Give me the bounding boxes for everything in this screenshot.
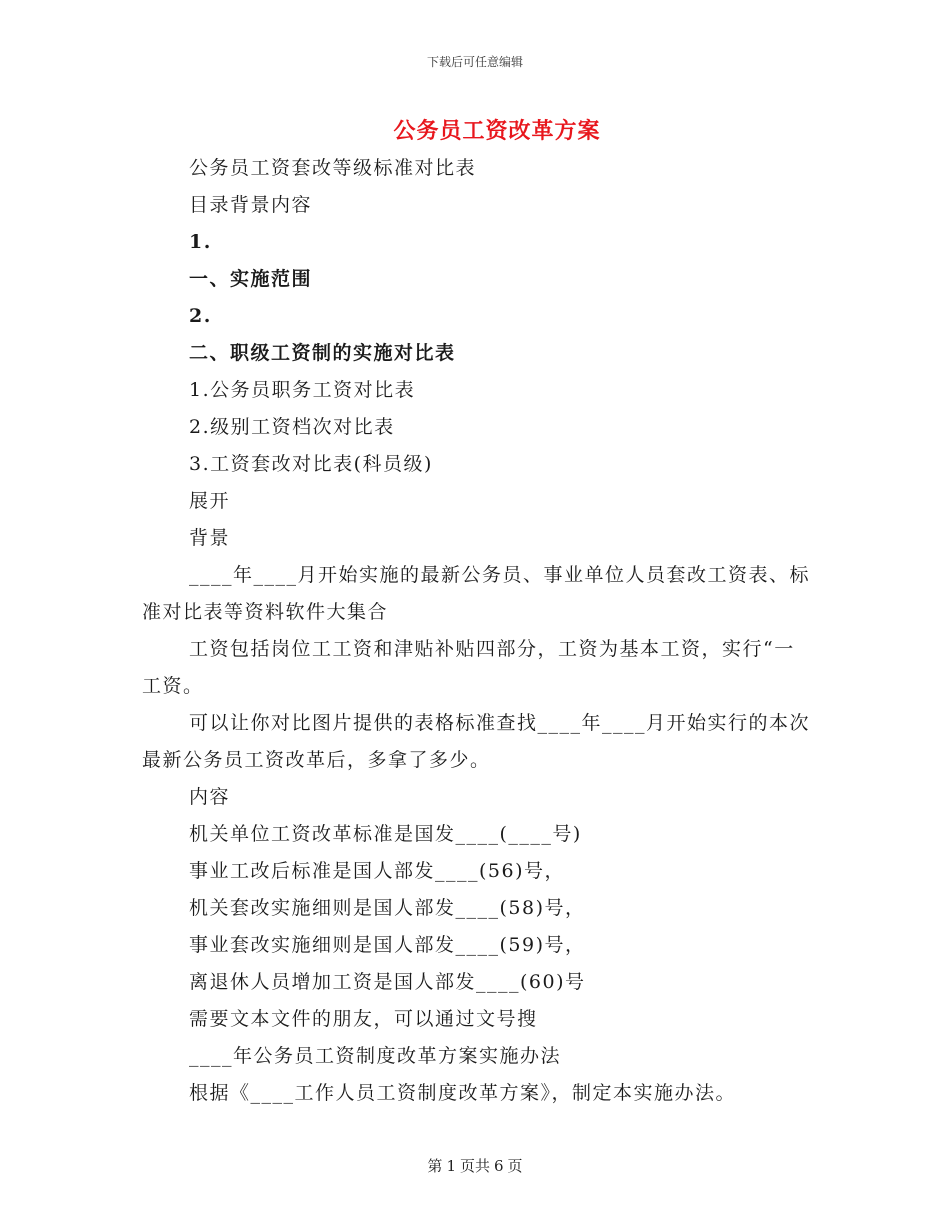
page-footer [0,1155,950,1176]
total-pages-number: 6 [494,1157,504,1175]
paragraph: 1. [189,231,212,253]
paragraph: 内容 [189,786,231,808]
paragraph: 展开 [189,490,231,512]
paragraph: ____年____月开始实施的最新公务员、事业单位人员套改工资表、标准对比表等资料软件大集合 [142,564,811,623]
footer-suffix: 页 [507,1157,523,1175]
paragraph: 背景 [189,527,231,549]
section-heading: 二、职级工资制的实施对比表 [189,342,456,364]
paragraph: 机关套改实施细则是国人部发____(58)号， [189,897,586,919]
paragraph: 可以让你对比图片提供的表格标准查找____年____月开始实行的本次最新公务员工资改革后，多拿了多少。 [142,712,811,771]
document-body [142,150,812,1112]
footer-mid: 页共 [459,1157,490,1175]
paragraph: ____年公务员工资制度改革方案实施办法 [189,1045,562,1067]
paragraph: 需要文本文件的朋友，可以通过文号搜 [189,1008,538,1030]
list-item: 2.级别工资档次对比表 [189,416,395,438]
paragraph: 机关单位工资改革标准是国发____(____号) [189,823,582,845]
document-title: 公务员工资改革方案 [393,118,601,144]
list-item: 1.公务员职务工资对比表 [189,379,416,401]
paragraph: 事业套改实施细则是国人部发____(59)号， [189,934,586,956]
footer-prefix: 第 [427,1157,443,1175]
list-item: 3.工资套改对比表(科员级) [189,453,433,475]
paragraph: 离退休人员增加工资是国人部发____(60)号 [189,971,586,993]
paragraph: 公务员工资套改等级标准对比表 [189,157,477,179]
paragraph: 事业工改后标准是国人部发____(56)号， [189,860,566,882]
section-heading: 一、实施范围 [189,268,313,290]
paragraph: 工资包括岗位工工资和津贴补贴四部分，工资为基本工资，实行“一工资。 [142,638,795,697]
page-header-note: 下载后可任意编辑 [426,55,523,69]
paragraph: 根据《____工作人员工资制度改革方案》，制定本实施办法。 [189,1082,737,1104]
paragraph: 2. [189,305,212,327]
paragraph: 目录背景内容 [189,194,313,216]
current-page-number: 1 [446,1157,456,1175]
